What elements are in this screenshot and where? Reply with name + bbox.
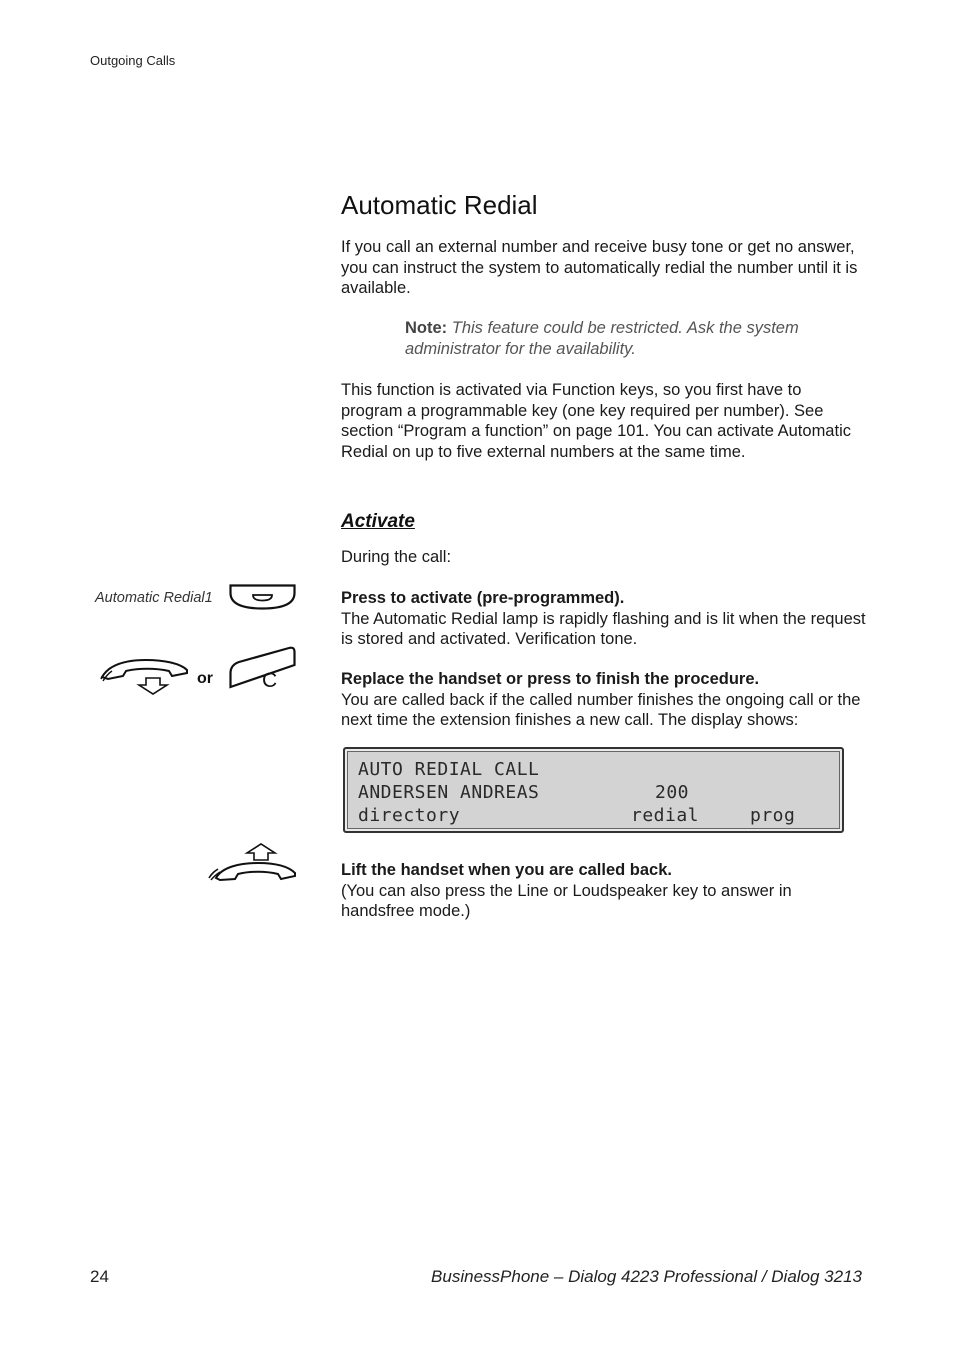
display-softkey-prog[interactable]: prog	[750, 805, 796, 826]
handset-lift-icon	[208, 842, 298, 882]
display-caller-number: 200	[655, 782, 690, 803]
step-answer-title: Lift the handset when you are called back.	[341, 861, 672, 879]
page-title: Automatic Redial	[341, 190, 538, 220]
activate-lead: During the call:	[341, 548, 452, 566]
step-finish-text: You are called back if the called number finishes the ongoing call or the next time the extension finishes a new call. The display shows:	[341, 690, 861, 729]
display-line-1: AUTO REDIAL CALL	[358, 759, 540, 780]
note-label: Note:	[405, 319, 448, 337]
running-header: Outgoing Calls	[90, 53, 176, 68]
phone-display	[343, 747, 844, 833]
function-keys-paragraph: This function is activated via Function keys, so you first have to program a programmable key (one key required per number). See section “Program a function” on page 101. You can activate Automatic Redial on up to five external numbers at the same time.	[341, 381, 851, 461]
clear-key-letter: C	[262, 669, 278, 692]
step-answer-text: (You can also press the Line or Loudspeaker key to answer in handsfree mode.)	[341, 881, 792, 920]
page-number: 24	[90, 1267, 109, 1286]
step-activate-title: Press to activate (pre-programmed).	[341, 589, 625, 607]
display-softkey-directory[interactable]: directory	[358, 805, 461, 826]
step-activate	[341, 588, 866, 650]
handset-replace-icon	[100, 659, 190, 695]
step-finish-title: Replace the handset or press to finish the procedure.	[341, 670, 760, 688]
note-block	[405, 318, 865, 359]
display-softkey-redial[interactable]: redial	[631, 805, 700, 826]
function-key-label: Automatic Redial1	[95, 590, 213, 606]
function-key-icon[interactable]	[229, 584, 296, 610]
activate-heading: Activate	[341, 511, 415, 532]
note-text: This feature could be restricted. Ask the system administrator for the availability.	[405, 319, 799, 358]
display-caller-name: ANDERSEN ANDREAS	[358, 782, 540, 803]
or-label: or	[197, 670, 213, 687]
intro-paragraph: If you call an external number and receive busy tone or get no answer, you can instruct the system to automatically redial the number until it is available.	[341, 238, 858, 297]
step-answer	[341, 860, 866, 922]
step-activate-text: The Automatic Redial lamp is rapidly flashing and is lit when the request is stored and activated. Verification tone.	[341, 609, 866, 648]
step-finish	[341, 669, 866, 731]
clear-key-icon[interactable]	[229, 645, 296, 692]
footer-product-title: BusinessPhone – Dialog 4223 Professional / Dialog 3213	[431, 1267, 862, 1286]
